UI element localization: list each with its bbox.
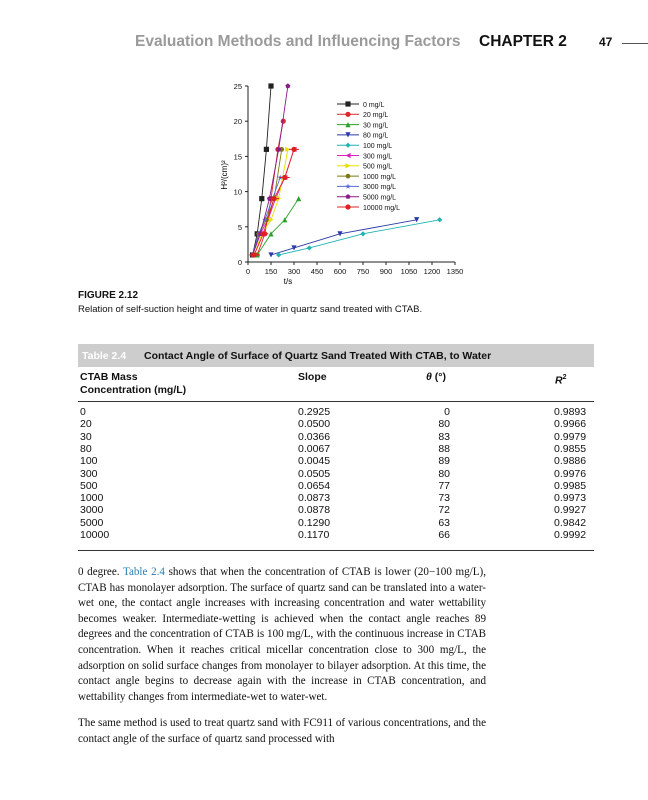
- x-tick-label: 900: [379, 267, 393, 276]
- chart-series-group: [268, 217, 419, 257]
- legend-entry: [337, 132, 388, 139]
- cell-slope: 0.0500: [298, 418, 331, 431]
- legend-entry: [337, 163, 392, 170]
- cell-r2: 0.9979: [554, 430, 587, 443]
- data-point: [282, 217, 287, 222]
- cell-concentration: 3000: [80, 504, 104, 517]
- legend-entry: [337, 184, 396, 192]
- cell-r2: 0.9855: [554, 442, 587, 455]
- r2-superscript: 2: [562, 374, 567, 381]
- table-row: [78, 480, 594, 492]
- data-point: [345, 112, 350, 117]
- legend-label: 1000 mg/L: [363, 173, 397, 181]
- legend-entry: [337, 204, 400, 211]
- cell-theta: 0: [444, 406, 450, 418]
- cell-slope: 0.0878: [298, 504, 331, 517]
- legend-entry: [337, 174, 396, 181]
- data-point: [345, 143, 350, 148]
- table-row: [78, 468, 594, 480]
- legend-label: 3000 mg/L: [363, 184, 397, 192]
- cell-concentration: 300: [80, 467, 98, 480]
- data-point: [345, 204, 350, 209]
- cell-concentration: 20: [80, 418, 92, 431]
- legend-label: 300 mg/L: [363, 153, 393, 161]
- cell-concentration: 500: [80, 479, 98, 492]
- cell-concentration: 5000: [80, 516, 104, 529]
- figure-chart: [0, 0, 648, 290]
- data-point: [345, 163, 350, 168]
- cell-theta: 66: [438, 529, 450, 541]
- data-point: [345, 101, 350, 106]
- cell-theta: 72: [438, 504, 450, 517]
- table-caption: Contact Angle of Surface of Quartz Sand Treated With CTAB, to Water: [144, 350, 492, 362]
- header-concentration-line2: Concentration (mg/L): [80, 384, 187, 396]
- table-row: [78, 431, 594, 443]
- data-point: [437, 217, 442, 222]
- r2-symbol: R: [555, 374, 563, 387]
- table-header-theta: [426, 371, 446, 384]
- y-axis-label: H²/(cm)²: [220, 160, 229, 190]
- cell-r2: 0.9893: [554, 406, 587, 418]
- cell-slope: 0.0045: [298, 455, 331, 468]
- y-tick-label: 0: [237, 258, 242, 267]
- legend-entry: [337, 112, 388, 119]
- cell-r2: 0.9976: [554, 467, 587, 480]
- table-header-r2: [555, 371, 567, 388]
- cell-concentration: 10000: [80, 529, 110, 541]
- legend-label: 5000 mg/L: [363, 194, 397, 202]
- chart-series: [249, 83, 442, 257]
- legend-entry: [337, 194, 396, 201]
- x-tick-label: 750: [356, 267, 370, 276]
- body-paragraph-2: The same method is used to treat quartz sand with FC911 of various concentrations, and the contact angle of the surface of quartz sand processed with: [78, 717, 486, 745]
- data-point: [259, 196, 264, 201]
- data-point: [252, 252, 257, 257]
- data-point: [291, 245, 296, 250]
- data-point: [264, 147, 269, 152]
- legend-label: 80 mg/L: [363, 132, 389, 140]
- series-line: [279, 220, 440, 255]
- chart-series-group: [250, 147, 284, 257]
- data-point: [268, 252, 273, 257]
- cell-concentration: 30: [80, 430, 92, 443]
- cell-slope: 0.1170: [298, 529, 330, 541]
- cell-r2: 0.9992: [554, 529, 587, 541]
- data-point: [271, 196, 276, 201]
- table-row: [78, 455, 594, 467]
- table-row: [78, 418, 594, 430]
- legend-label: 30 mg/L: [363, 122, 389, 130]
- chart-legend: [337, 101, 400, 211]
- table-header-slope: Slope: [298, 371, 327, 383]
- table-header-rule: [78, 401, 594, 402]
- page-number: 47: [599, 35, 613, 49]
- x-tick-label: 1050: [400, 267, 418, 276]
- data-point: [268, 217, 273, 222]
- chart-axes: [248, 86, 455, 262]
- y-tick-label: 25: [233, 82, 242, 91]
- x-tick-label: 150: [264, 267, 278, 276]
- cell-r2: 0.9985: [554, 479, 587, 492]
- table-row: [78, 529, 594, 541]
- data-point: [345, 174, 350, 179]
- table-2-4-link[interactable]: Table 2.4: [122, 566, 165, 578]
- cell-theta: 63: [438, 516, 450, 529]
- legend-label: 500 mg/L: [363, 163, 393, 171]
- chart-ticks: [234, 82, 464, 276]
- chart-series-group: [276, 217, 442, 257]
- x-tick-label: 450: [310, 267, 324, 276]
- x-tick-label: 600: [333, 267, 347, 276]
- legend-label: 100 mg/L: [363, 143, 393, 150]
- data-point: [360, 231, 365, 236]
- data-point: [345, 153, 350, 158]
- x-tick-label: 1350: [446, 267, 464, 276]
- table-row: [78, 492, 594, 504]
- table-row: [78, 406, 594, 418]
- body-paragraph-1: [78, 565, 486, 705]
- figure-label: FIGURE 2.12: [78, 290, 139, 301]
- data-point: [282, 175, 287, 180]
- data-point: [291, 147, 296, 152]
- table-row: [78, 443, 594, 455]
- data-point: [345, 184, 350, 189]
- x-tick-label: 300: [287, 267, 301, 276]
- cell-r2: 0.9966: [554, 418, 587, 431]
- p1-rest: shows that when the concentration of CTAB is lower (20−100 mg/L), CTAB has monolayer adsorption. The surface of quartz sand can be translated into a water-wet one, the contact angle increases with increasing concentration and water wettability becomes weaker. Intermediate-wetting is achieved when the contact angle reaches 89 degrees and the concentration of CTAB is 100 mg/L, with the continuous increase in CTAB concentration. When it reaches critical micellar concentration close to 300 mg/L, the adsorption on solid surface changes from monolayer to bilayer adsorption. At this time, the contact angle begins to decrease again with the increase in CTAB concentration, and wettability changes from intermediate-wet to water-wet.: [78, 566, 486, 703]
- cell-slope: 0.0067: [298, 442, 331, 455]
- legend-entry: [337, 101, 385, 108]
- legend-entry: [337, 143, 392, 150]
- theta-unit: (°): [431, 371, 446, 383]
- data-point: [307, 245, 312, 250]
- cell-theta: 73: [438, 492, 450, 505]
- table-row: [78, 504, 594, 516]
- header-concentration-line1: CTAB Mass: [80, 371, 138, 383]
- chapter-label: CHAPTER 2: [479, 33, 567, 50]
- cell-concentration: 0: [80, 406, 86, 418]
- cell-theta: 83: [438, 430, 450, 443]
- theta-symbol: θ: [426, 371, 432, 383]
- legend-label: 10000 mg/L: [363, 204, 400, 212]
- cell-slope: 0.0654: [298, 479, 331, 492]
- cell-concentration: 80: [80, 442, 92, 455]
- cell-theta: 80: [438, 418, 450, 431]
- p1-start: 0 degree.: [78, 566, 123, 578]
- cell-concentration: 100: [80, 455, 98, 468]
- data-point: [346, 194, 351, 199]
- x-axis-label: t/s: [283, 277, 293, 286]
- data-point: [268, 83, 273, 88]
- cell-r2: 0.9886: [554, 455, 587, 468]
- cell-slope: 0.0505: [298, 467, 331, 480]
- figure-caption: Relation of self-suction height and time of water in quartz sand treated with CTAB.: [78, 304, 423, 315]
- legend-entry: [337, 153, 392, 160]
- table-header-concentration: [80, 371, 186, 397]
- x-tick-label: 1200: [423, 267, 441, 276]
- running-title: Evaluation Methods and Influencing Factors: [135, 33, 461, 50]
- cell-r2: 0.9842: [554, 516, 587, 529]
- y-tick-label: 10: [233, 187, 242, 197]
- data-point: [296, 196, 301, 201]
- data-point: [285, 83, 290, 88]
- cell-slope: 0.0366: [298, 430, 331, 443]
- series-line: [271, 220, 417, 255]
- cell-theta: 88: [438, 442, 450, 455]
- y-tick-label: 15: [233, 152, 242, 162]
- table-number: Table 2.4: [82, 350, 127, 362]
- table-title-bar: [78, 344, 594, 367]
- table-bottom-rule: [78, 550, 594, 551]
- legend-label: 20 mg/L: [363, 112, 389, 120]
- table-row: [78, 517, 594, 529]
- y-tick-label: 5: [237, 222, 242, 232]
- cell-r2: 0.9927: [554, 504, 587, 517]
- data-point: [261, 231, 266, 236]
- cell-slope: 0.1290: [298, 516, 331, 529]
- legend-label: 0 mg/L: [363, 101, 385, 109]
- cell-theta: 80: [438, 467, 450, 480]
- legend-entry: [337, 122, 388, 129]
- cell-concentration: 1000: [80, 492, 104, 505]
- cell-theta: 77: [438, 479, 450, 492]
- y-tick-label: 20: [233, 117, 242, 127]
- cell-r2: 0.9973: [554, 492, 587, 505]
- cell-theta: 89: [438, 455, 450, 468]
- cell-slope: 0.2925: [298, 406, 331, 418]
- x-tick-label: 0: [245, 267, 251, 276]
- cell-slope: 0.0873: [298, 492, 331, 505]
